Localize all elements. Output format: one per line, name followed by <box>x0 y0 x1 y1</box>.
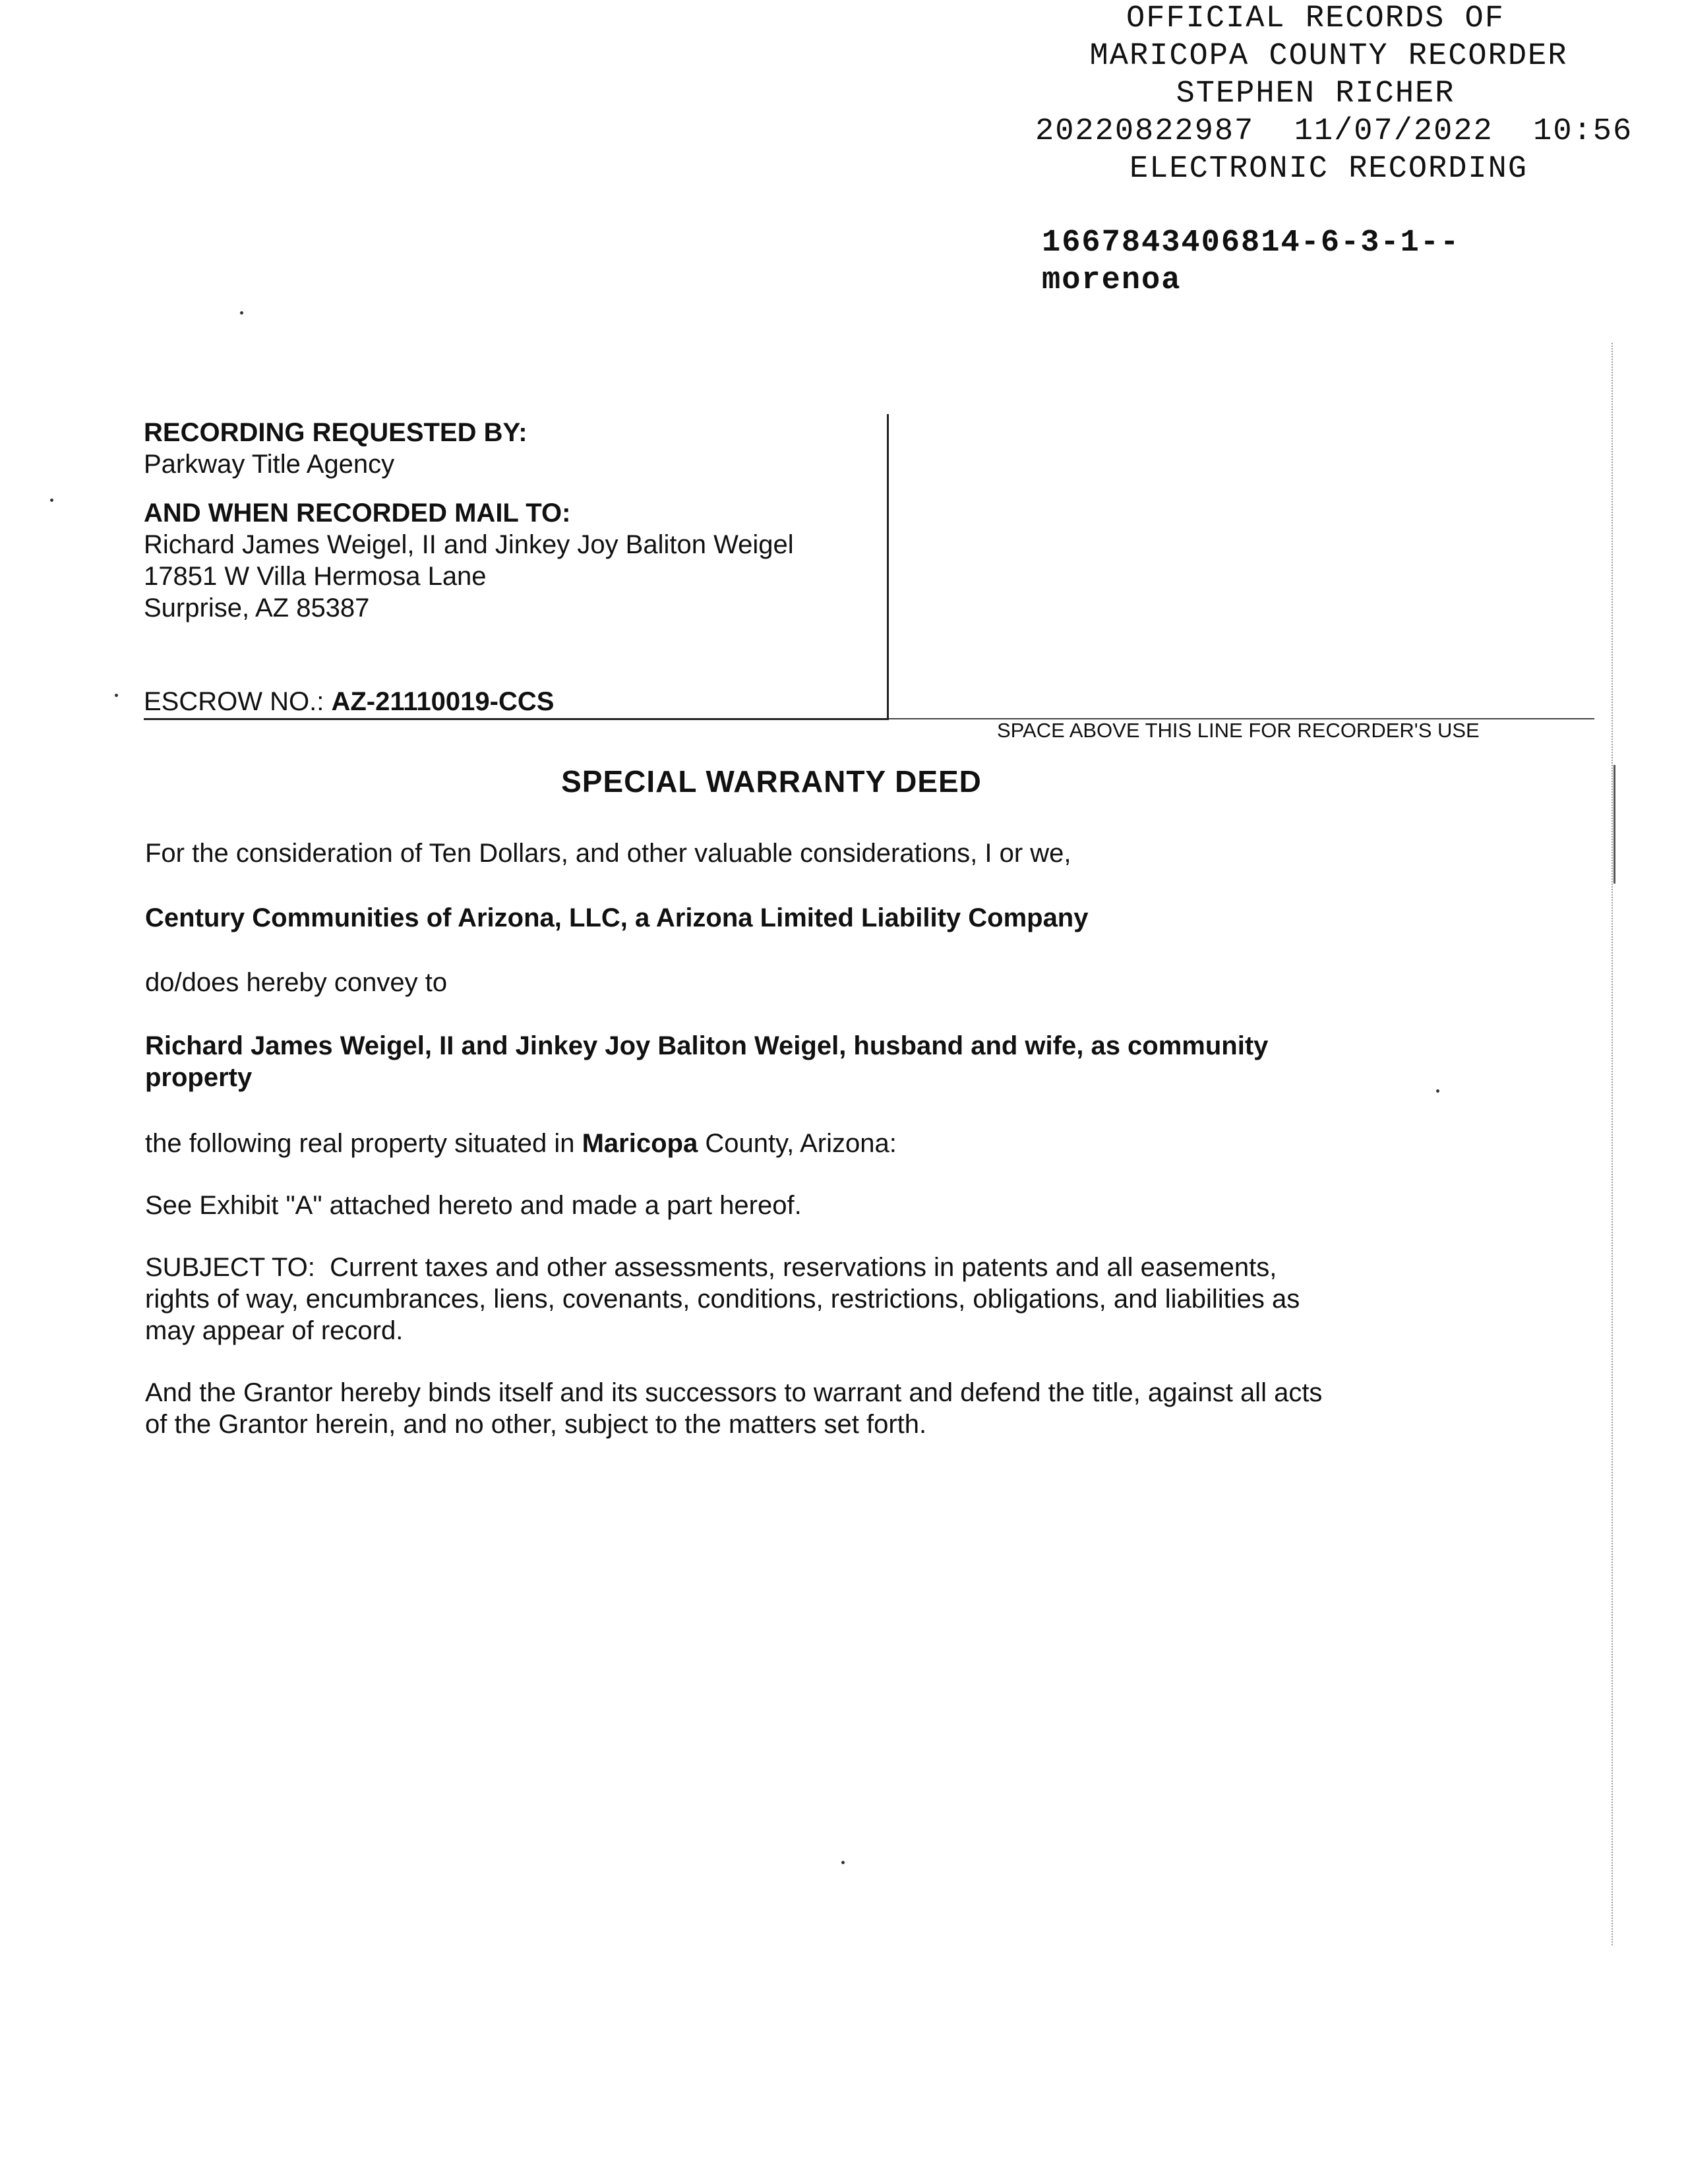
stamp-line-county-recorder: MARICOPA COUNTY RECORDER <box>1089 39 1568 74</box>
warranty-clause <box>145 1377 1398 1440</box>
stamp-line-official-records: OFFICIAL RECORDS OF <box>1126 1 1505 36</box>
stamp-record-row <box>1035 113 1688 150</box>
subject-to-clause <box>145 1252 1398 1347</box>
mail-to-street: 17851 W Villa Hermosa Lane <box>144 562 487 591</box>
scan-speck <box>841 1861 845 1864</box>
stamp-document-id <box>1042 224 1460 299</box>
recorder-stamp <box>1029 0 1688 188</box>
grantee-line-1: Richard James Weigel, II and Jinkey Joy Baliton Weigel, husband and wife, as community <box>145 1031 1269 1060</box>
clerk-id: morenoa <box>1042 263 1182 298</box>
recorder-use-note: SPACE ABOVE THIS LINE FOR RECORDER'S USE <box>997 719 1480 742</box>
warranty-line-2: of the Grantor herein, and no other, subject to the matters set forth. <box>145 1410 927 1439</box>
record-date: 11/07/2022 <box>1294 114 1493 149</box>
header-rule-left <box>144 718 889 720</box>
property-location <box>145 1128 1398 1159</box>
property-suffix: County, Arizona: <box>698 1129 897 1158</box>
stamp-line-recorder-name: STEPHEN RICHER <box>1176 76 1455 111</box>
escrow-label: ESCROW NO.: <box>144 687 324 716</box>
scan-speck <box>115 694 118 697</box>
recorder-box-divider <box>887 414 889 719</box>
stamp-line-electronic-recording: ELECTRONIC RECORDING <box>1129 152 1528 187</box>
mail-to-name: Richard James Weigel, II and Jinkey Joy Baliton Weigel <box>144 530 794 559</box>
grantee-line-2: property <box>145 1063 253 1092</box>
subject-to-line-1: SUBJECT TO: Current taxes and other assessments, reservations in patents and all easements, <box>145 1253 1277 1282</box>
exhibit-reference: See Exhibit "A" attached hereto and made a part hereof. <box>145 1191 802 1220</box>
convey-clause: do/does hereby convey to <box>145 968 448 997</box>
requested-by-label: RECORDING REQUESTED BY: <box>144 418 528 447</box>
scan-speck <box>240 311 243 315</box>
escrow-number-row <box>144 686 554 717</box>
grantee-names <box>145 1030 1398 1093</box>
record-time: 10:56 <box>1533 114 1633 149</box>
warranty-line-1: And the Grantor hereby binds itself and its successors to warrant and defend the title, against all acts <box>145 1378 1323 1407</box>
scan-edge-mark <box>1613 765 1615 884</box>
scan-edge-artifact <box>1612 343 1614 1945</box>
subject-to-line-3: may appear of record. <box>145 1316 404 1345</box>
scan-speck <box>1436 1089 1439 1093</box>
mail-to-city: Surprise, AZ 85387 <box>144 593 370 622</box>
escrow-number: AZ-21110019-CCS <box>331 687 555 716</box>
record-number: 20220822987 <box>1035 114 1255 149</box>
consideration-clause: For the consideration of Ten Dollars, and other valuable considerations, I or we, <box>145 839 1071 868</box>
scan-speck <box>50 499 53 502</box>
deed-title: SPECIAL WARRANTY DEED <box>561 764 982 799</box>
recording-header <box>144 417 794 624</box>
document-id: 1667843406814-6-3-1-- <box>1042 226 1461 260</box>
subject-to-line-2: rights of way, encumbrances, liens, covenants, conditions, restrictions, obligations, and liabilities as <box>145 1285 1300 1314</box>
mail-to-label: AND WHEN RECORDED MAIL TO: <box>144 499 571 528</box>
county-name: Maricopa <box>582 1129 698 1158</box>
requested-by-value: Parkway Title Agency <box>144 450 395 479</box>
property-prefix: the following real property situated in <box>145 1129 582 1158</box>
grantor-name: Century Communities of Arizona, LLC, a Arizona Limited Liability Company <box>145 903 1089 932</box>
